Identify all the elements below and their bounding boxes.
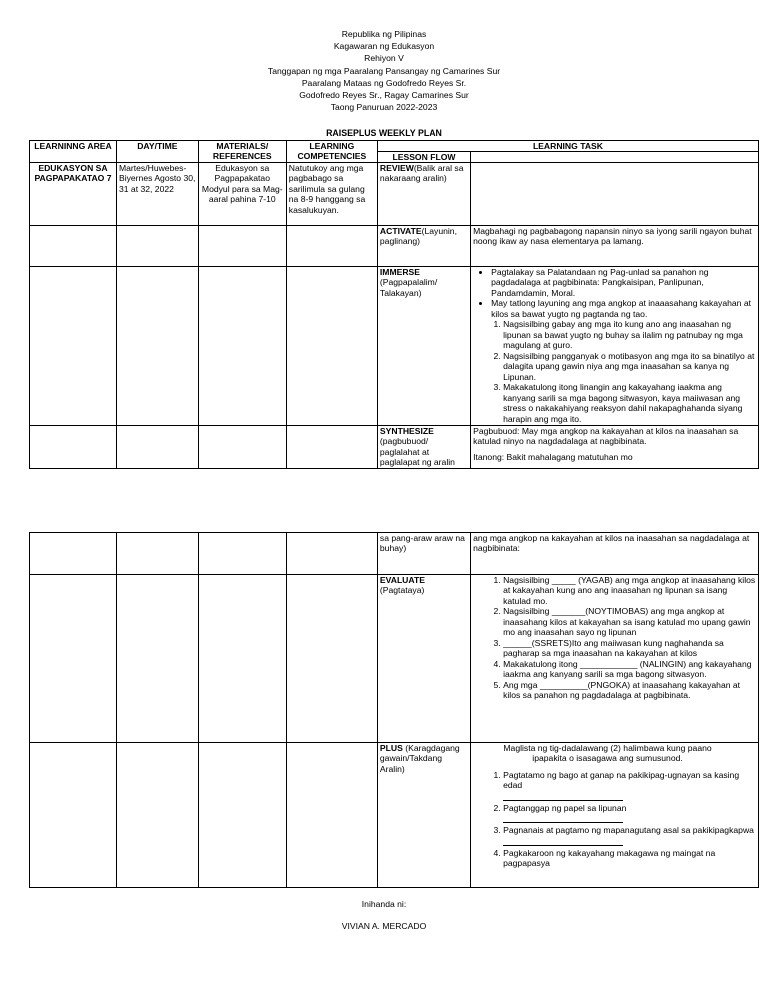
- competencies-cell: Natutukoy ang mga pagbabago sa sarilimula sa gulang na 8-9 hanggang sa kasalukuyan.: [286, 163, 377, 226]
- task-cell: [471, 575, 759, 743]
- lesson-flow-activate: [377, 226, 470, 267]
- evaluate-list: [473, 575, 756, 701]
- header-line: Taong Panuruan 2022-2023: [330, 102, 438, 113]
- col-header-daytime: DAY/TIME: [116, 141, 198, 163]
- list-item: [503, 848, 756, 869]
- lesson-flow-synthesize: [377, 426, 470, 469]
- table-row: [30, 267, 759, 426]
- task-cell: Magbahagi ng pagbabagong napansin ninyo sa iyong sarili ngayon buhat noong ikaw ay nasa elementarya pa lamang.: [471, 226, 759, 267]
- list-item: 2. Nagsisilbing pangganyak o motibasyon ang mga ito sa binatilyo at dalagita upang gawin niya ang mga inaasahan sa kanya ng Lipunan.: [503, 351, 756, 382]
- list-item: • Pagtalakay sa Palatandaan ng Pag-unlad sa panahon ng pagdadalaga at pagbibinata: Pangkaisipan, Panlipunan, Pandamdamin, Moral.: [491, 267, 756, 298]
- learning-area-cell: EDUKASYON SA PAGPAPAKATAO 7: [30, 163, 117, 226]
- list-item-text: Pagnanais at pagtamo ng mapanagutang asal sa pakikipagkapwa: [503, 825, 754, 836]
- lesson-flow-label: ACTIVATE: [379, 226, 422, 236]
- synthesize-summary: Pagbubuod: May mga angkop na kakayahan at kilos na inaasahan sa katulad ninyo na nagdadalaga at nagbibinata.: [473, 426, 739, 447]
- answer-line: [503, 836, 623, 846]
- table-row: [30, 426, 759, 469]
- plus-intro: Maglista ng tig-dadalawang (2) halimbawa kung paano ipapakita o isasagawa ang sumusunod.: [503, 743, 712, 764]
- header-line: Godofredo Reyes Sr., Ragay Camarines Sur: [299, 90, 469, 101]
- list-item: 3. ______(SSRETS)Ito ang maiiwasan kung naghahanda sa pagharap sa mga inaasahan na kakayahan at kilos: [503, 638, 756, 659]
- weekly-plan-table-page2: [29, 532, 759, 888]
- lesson-flow-desc: (Pagpapalalim/ Talakayan): [379, 277, 438, 298]
- lesson-flow-review: [377, 163, 470, 226]
- col-header-task: LEARNING TASK: [377, 141, 758, 152]
- col-header-lesson-flow: LESSON FLOW: [377, 152, 470, 163]
- list-item: 2. Nagsisilbing _______(NOYTIMOBAS) ang mga angkop at inaasahang kilos at kakayahan sa isang katulad mo upang gawin mo ang inaasahan sayo ng lipunan: [503, 606, 756, 637]
- answer-line: [503, 813, 623, 823]
- task-cell: [471, 267, 759, 426]
- lesson-flow-label: SYNTHESIZE: [379, 426, 434, 436]
- lesson-flow-desc: (Karagdagang gawain/Takdang Aralin): [379, 743, 460, 774]
- answer-line: [503, 791, 623, 801]
- lesson-flow-label: REVIEW: [379, 163, 414, 173]
- table-row: [30, 163, 759, 226]
- col-header-materials: MATERIALS/ REFERENCES: [198, 141, 286, 163]
- materials-cell: Edukasyon sa Pagpapakatao Modyul para sa Mag-aaral pahina 7-10: [198, 163, 286, 226]
- plan-title: RAISEPLUS WEEKLY PLAN: [326, 128, 442, 138]
- list-item: 1. Nagsisilbing gabay ang mga ito kung ano ang inaasahan ng lipunan sa bawat yugto ng buhay sa ilalim ng patnubay ng mga magulang at guro.: [503, 319, 756, 350]
- header-line: Tanggapan ng mga Paaralang Pansangay ng Camarines Sur: [267, 65, 501, 76]
- synthesize-question: Itanong: Bakit mahalagang matutuhan mo: [473, 451, 633, 462]
- immerse-numbered-list: [473, 319, 756, 424]
- task-cell: [471, 163, 759, 226]
- lesson-flow-label: IMMERSE: [379, 267, 421, 277]
- lesson-flow-label: EVALUATE: [379, 575, 425, 585]
- list-item-text: Pagtatamo ng bago at ganap na pakikipag-ugnayan sa kasing edad: [503, 769, 740, 791]
- lesson-flow-desc: (Balik aral sa nakaraang aralin): [379, 163, 464, 184]
- task-cell: [471, 743, 759, 888]
- immerse-bullet-list: [473, 267, 756, 319]
- lesson-flow-immerse: [377, 267, 470, 426]
- list-item: [503, 770, 756, 801]
- list-item: • May tatlong layuning ang mga angkop at inaaasahang kakayahan at kilos sa bawat yugto ng pagtanda ng tao.: [491, 298, 756, 319]
- document-header: [0, 28, 768, 113]
- plus-list: [473, 770, 756, 869]
- list-item: [503, 803, 756, 823]
- table-row: [30, 743, 759, 888]
- task-cell: ang mga angkop na kakayahan at kilos na inaasahan sa nagdadalaga at nagbibinata:: [471, 533, 759, 575]
- col-header-blank: [471, 152, 759, 163]
- list-item-text: Pagkakaroon ng kakayahang makagawa ng maingat na pagpapasya: [503, 847, 716, 869]
- table-row: [30, 533, 759, 575]
- col-header-area: LEARNINNG AREA: [30, 141, 117, 163]
- list-item: 4. Makakatulong itong ____________ (NALINGIN) ang kakayahang iaakma ang kanyang sarili sa mga bagong sitwasyon.: [503, 659, 756, 680]
- lesson-flow-desc: (Pagtataya): [379, 585, 425, 596]
- header-line: Kagawaran ng Edukasyon: [333, 41, 435, 52]
- lesson-flow-continued: sa pang-araw araw na buhay): [377, 533, 470, 575]
- weekly-plan-table-page1: [29, 140, 759, 469]
- table-row: [30, 226, 759, 267]
- lesson-flow-desc: (pagbubuod/ paglalahat at paglalapat ng aralin: [379, 436, 455, 468]
- table-row: [30, 575, 759, 743]
- col-header-competencies: LEARNING COMPETENCIES: [286, 141, 377, 163]
- prepared-by-label: Inihanda ni:: [361, 899, 407, 909]
- list-item: 1. Nagsisilbing _____ (YAGAB) ang mga angkop at inaasahang kilos at kakayahan kung ano ang inaasahan ng lipunan sa isang katulad mo.: [503, 575, 756, 606]
- list-item-text: Pagtanggap ng papel sa lipunan: [503, 802, 627, 813]
- lesson-flow-evaluate: [377, 575, 470, 743]
- list-item: 5. Ang mga __________(PNGOKA) at inaasahang kakayahan at kilos sa panahon ng pagdadalaga at pagbibinata.: [503, 680, 756, 701]
- lesson-flow-label: PLUS: [379, 743, 403, 753]
- header-line: Rehiyon V: [364, 53, 404, 64]
- preparer-name: VIVIAN A. MERCADO: [341, 921, 427, 931]
- list-item: [503, 825, 756, 845]
- task-cell: [471, 426, 759, 469]
- lesson-flow-plus: [377, 743, 470, 888]
- header-line: Paaralang Mataas ng Godofredo Reyes Sr.: [301, 77, 467, 88]
- list-item: 3. Makakatulong itong linangin ang kakayahang iaakma ang kanyang sarili sa mga bagong sitwasyon, kaya maiiwasan ang stress o nakakahiyang reaksyon dahil nakapaghahanda siyang harapin ang mga ito.: [503, 382, 756, 424]
- header-line: Republika ng Pilipinas: [341, 29, 427, 39]
- daytime-cell: Martes/Huwebes-Biyernes Agosto 30, 31 at 32, 2022: [116, 163, 198, 226]
- lesson-flow-desc: (Layunin, paglinang): [379, 226, 457, 247]
